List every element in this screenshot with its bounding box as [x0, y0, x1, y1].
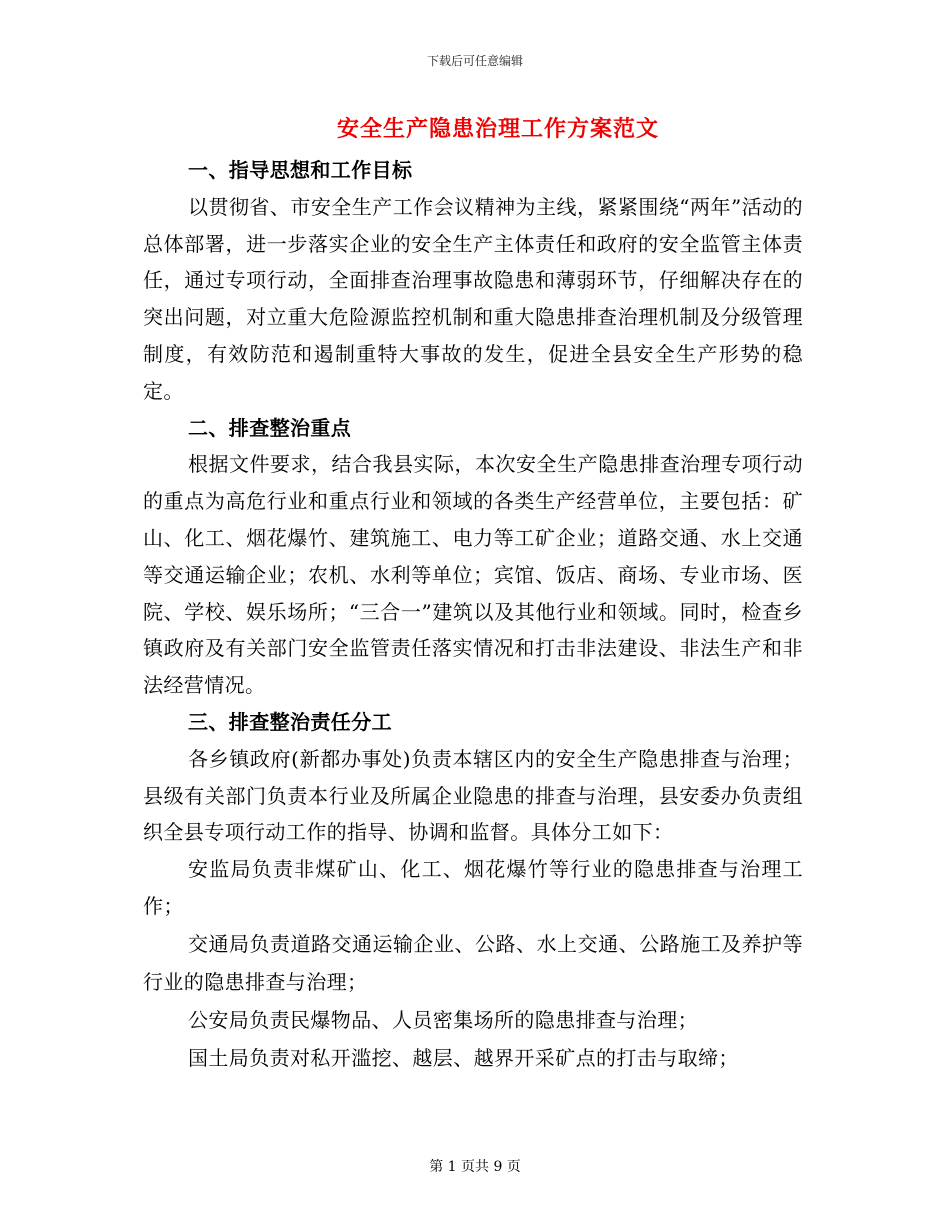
section-1-paragraph: 以贯彻省、市安全生产工作会议精神为主线，紧紧围绕“两年”活动的总体部署，进一步落实企业的安全生产主体责任和政府的安全监管主体责任，通过专项行动，全面排查治理事故隐患和薄弱环节，仔细解决存在的突出问题，对立重大危险源监控机制和重大隐患排查治理机制及分级管理制度，有效防范和遏制重特大事故的发生，促进全县安全生产形势的稳定。	[143, 194, 803, 403]
section-3-paragraph-public-security: 公安局负责民爆物品、人员密集场所的隐患排查与治理；	[188, 1007, 698, 1032]
section-heading-3: 三、排查整治责任分工	[188, 709, 392, 734]
section-3-paragraph-transport-bureau: 交通局负责道路交通运输企业、公路、水上交通、公路施工及养护等行业的隐患排查与治理；	[143, 931, 803, 994]
document-body	[143, 152, 803, 1077]
header-note: 下载后可任意编辑	[426, 54, 523, 68]
document-title: 安全生产隐患治理工作方案范文	[336, 116, 659, 142]
section-2-paragraph: 根据文件要求，结合我县实际，本次安全生产隐患排查治理专项行动的重点为高危行业和重点行业和领域的各类生产经营单位，主要包括：矿山、化工、烟花爆竹、建筑施工、电力等工矿企业；道路交通、水上交通等交通运输企业；农机、水利等单位；宾馆、饭店、商场、专业市场、医院、学校、娱乐场所；“三合一”建筑以及其他行业和领域。同时，检查乡镇政府及有关部门安全监管责任落实情况和打击非法建设、非法生产和非法经营情况。	[143, 452, 803, 698]
section-3-paragraph-intro: 各乡镇政府(新都办事处)负责本辖区内的安全生产隐患排查与治理；县级有关部门负责本行业及所属企业隐患的排查与治理，县安委办负责组织全县专项行动工作的指导、协调和监督。具体分工如下：	[143, 746, 803, 845]
page-footer: 第 1 页共 9 页	[429, 1159, 521, 1175]
section-heading-1: 一、指导思想和工作目标	[188, 158, 413, 182]
section-3-paragraph-safety-bureau: 安监局负责非煤矿山、化工、烟花爆竹等行业的隐患排查与治理工作；	[143, 857, 803, 918]
section-3-paragraph-land-bureau: 国土局负责对私开滥挖、越层、越界开采矿点的打击与取缔；	[188, 1045, 739, 1070]
section-heading-2: 二、排查整治重点	[188, 415, 352, 440]
